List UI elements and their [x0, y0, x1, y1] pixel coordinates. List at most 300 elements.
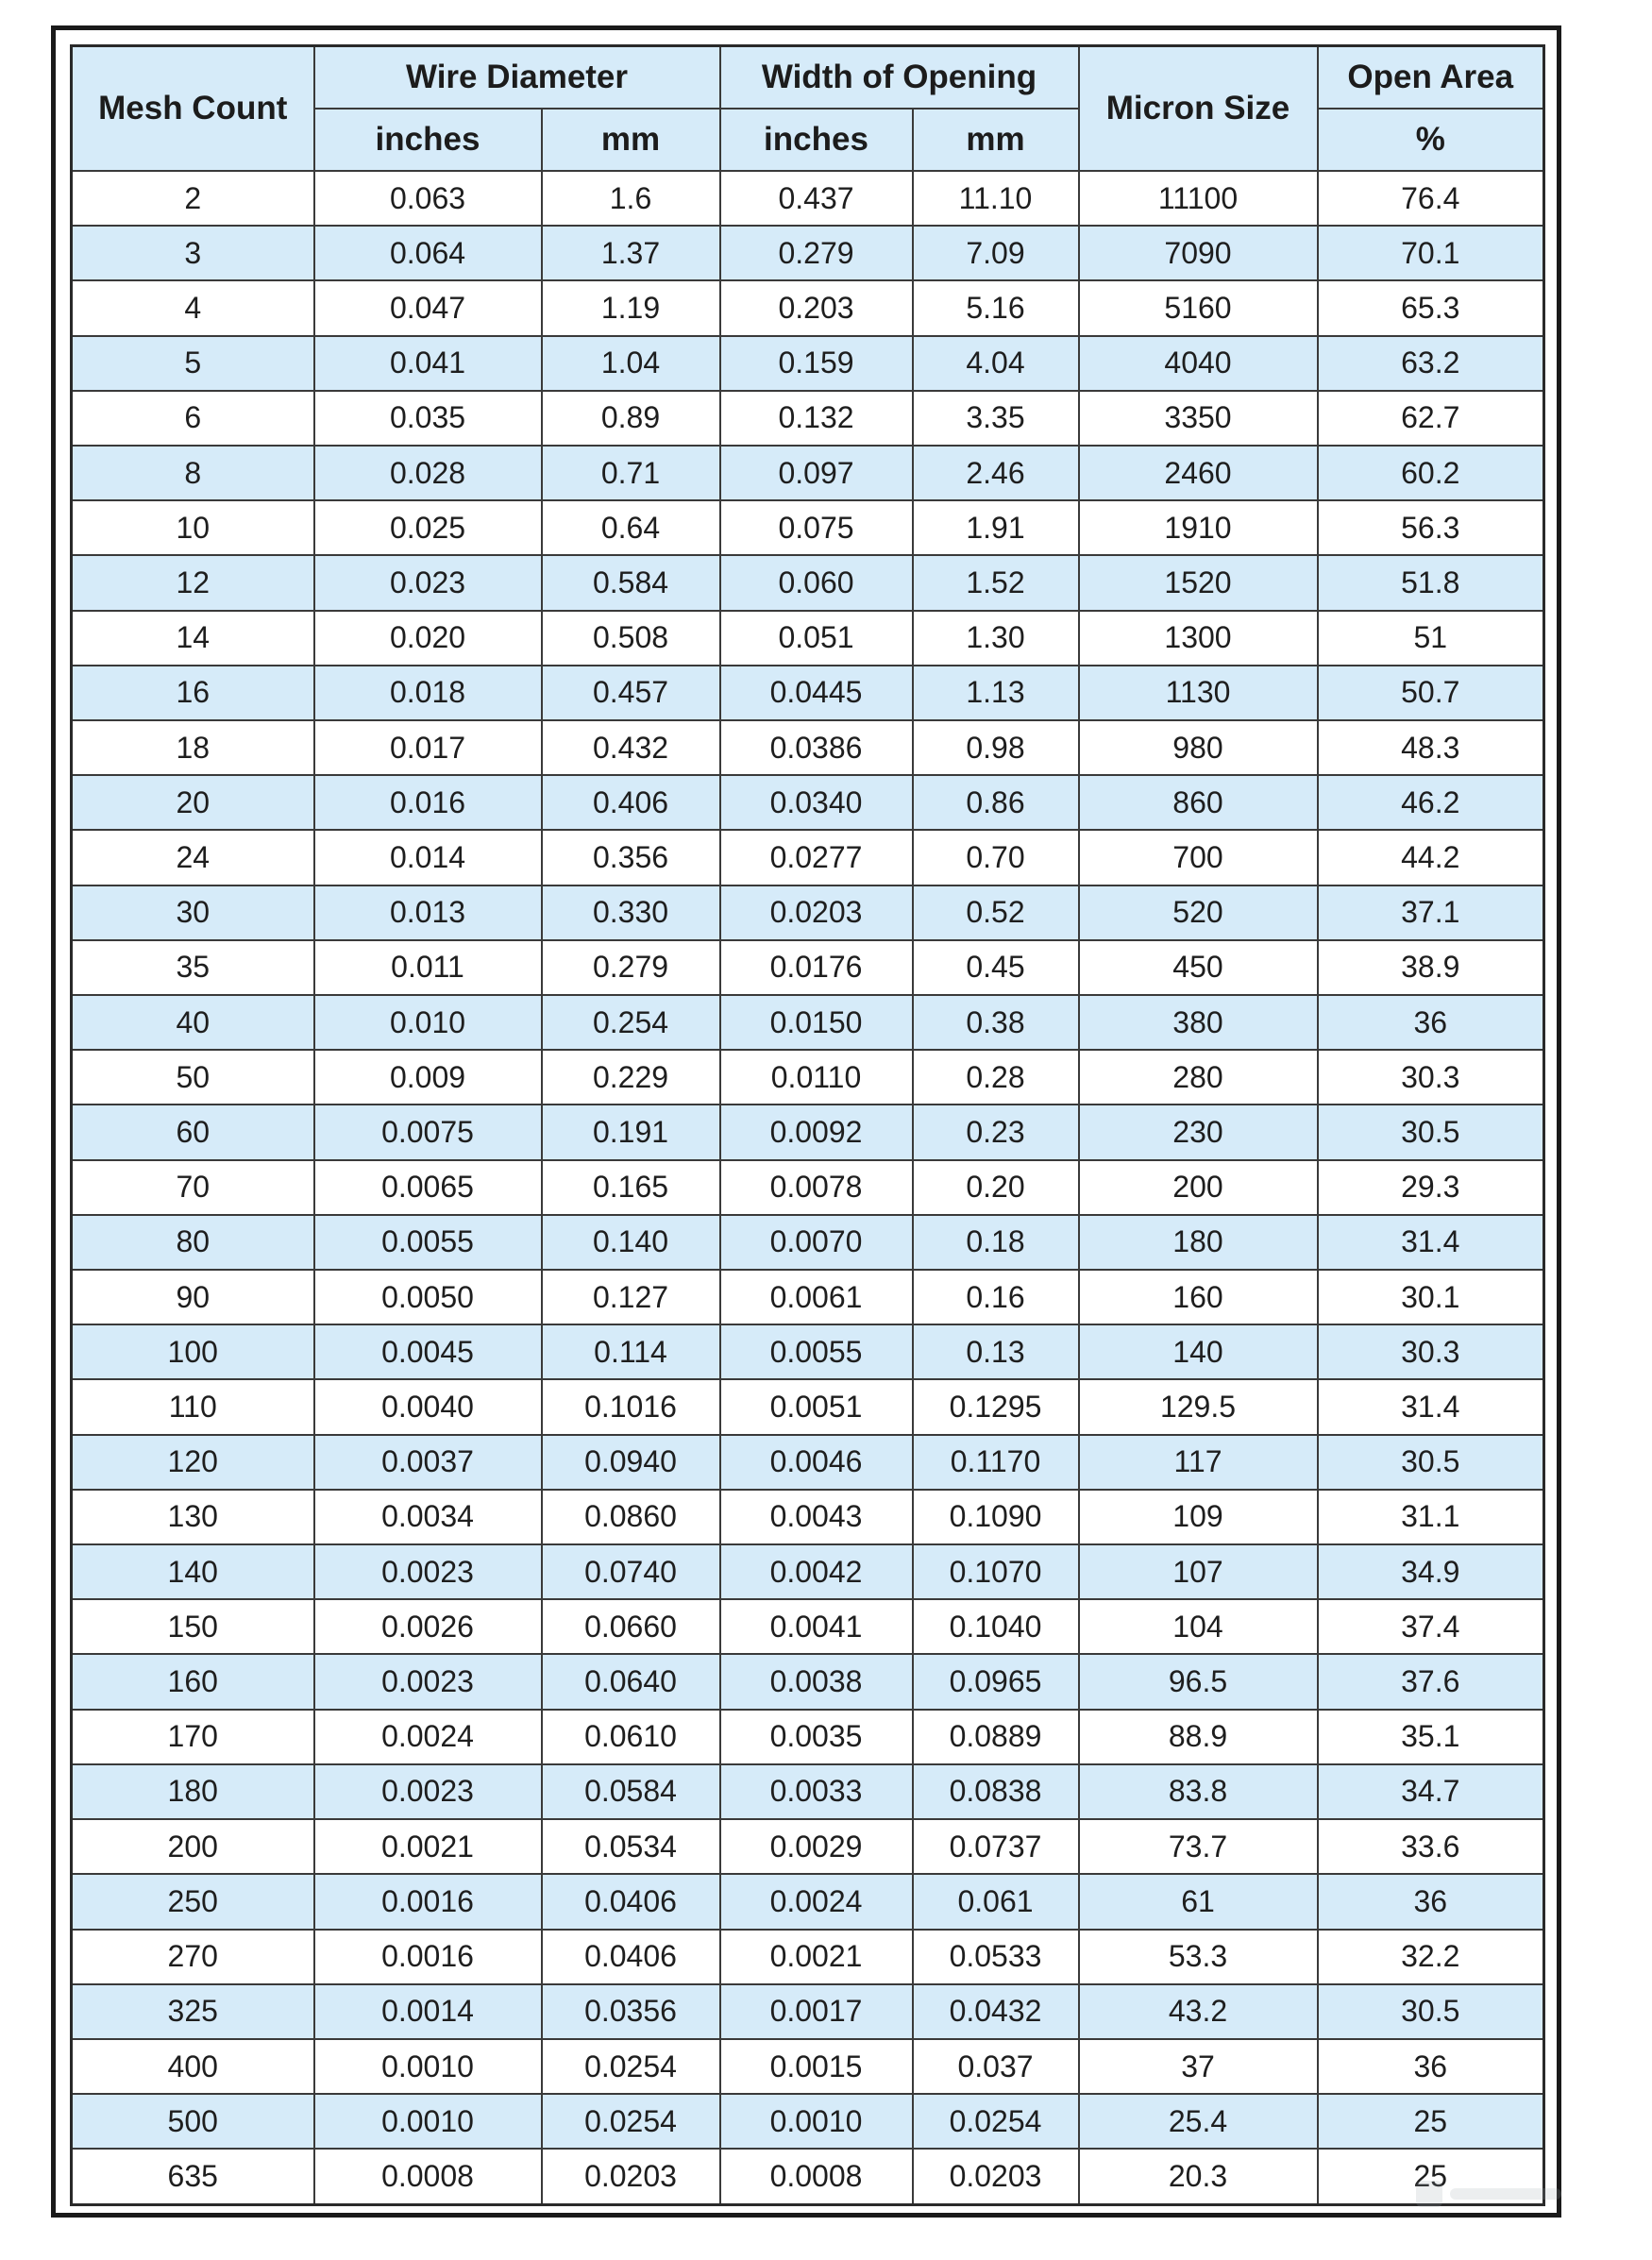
cell-wire-inches: 0.0023: [314, 1764, 542, 1819]
cell-mesh-count: 2: [72, 171, 314, 226]
cell-mesh-count: 10: [72, 500, 314, 555]
cell-mesh-count: 18: [72, 720, 314, 775]
table-row: [72, 280, 1544, 335]
table-row: [72, 2149, 1544, 2204]
cell-micron-size: 160: [1079, 1270, 1318, 1324]
cell-mesh-count: 200: [72, 1819, 314, 1874]
table-row: [72, 226, 1544, 280]
cell-wire-inches: 0.017: [314, 720, 542, 775]
cell-micron-size: 1520: [1079, 555, 1318, 610]
cell-wire-mm: 1.6: [542, 171, 720, 226]
cell-mesh-count: 140: [72, 1544, 314, 1599]
cell-micron-size: 104: [1079, 1599, 1318, 1654]
cell-opening-mm: 7.09: [913, 226, 1079, 280]
header-micron-size: Micron Size: [1079, 46, 1318, 172]
cell-wire-mm: 0.0740: [542, 1544, 720, 1599]
cell-opening-mm: 1.13: [913, 666, 1079, 720]
cell-mesh-count: 50: [72, 1050, 314, 1105]
cell-mesh-count: 12: [72, 555, 314, 610]
cell-open-area: 30.3: [1318, 1324, 1544, 1379]
cell-open-area: 51.8: [1318, 555, 1544, 610]
cell-open-area: 34.9: [1318, 1544, 1544, 1599]
cell-open-area: 37.4: [1318, 1599, 1544, 1654]
cell-opening-mm: 3.35: [913, 391, 1079, 446]
cell-open-area: 44.2: [1318, 830, 1544, 885]
cell-wire-inches: 0.0023: [314, 1654, 542, 1709]
cell-open-area: 48.3: [1318, 720, 1544, 775]
cell-open-area: 32.2: [1318, 1930, 1544, 1984]
cell-opening-inches: 0.0386: [720, 720, 913, 775]
cell-wire-mm: 0.71: [542, 446, 720, 500]
cell-opening-mm: 0.0889: [913, 1710, 1079, 1764]
cell-opening-inches: 0.0035: [720, 1710, 913, 1764]
cell-micron-size: 230: [1079, 1105, 1318, 1159]
cell-opening-inches: 0.0203: [720, 885, 913, 940]
cell-open-area: 25: [1318, 2149, 1544, 2204]
cell-micron-size: 980: [1079, 720, 1318, 775]
cell-micron-size: 280: [1079, 1050, 1318, 1105]
cell-mesh-count: 120: [72, 1435, 314, 1490]
cell-wire-mm: 0.229: [542, 1050, 720, 1105]
table-row: [72, 1050, 1544, 1105]
cell-opening-inches: 0.0070: [720, 1215, 913, 1270]
cell-wire-mm: 0.0860: [542, 1490, 720, 1544]
cell-opening-inches: 0.0078: [720, 1160, 913, 1215]
cell-micron-size: 25.4: [1079, 2094, 1318, 2149]
table-row: [72, 666, 1544, 720]
table-row: [72, 1270, 1544, 1324]
cell-open-area: 31.4: [1318, 1379, 1544, 1434]
cell-wire-mm: 0.191: [542, 1105, 720, 1159]
cell-mesh-count: 16: [72, 666, 314, 720]
cell-open-area: 30.5: [1318, 1984, 1544, 2039]
cell-wire-inches: 0.041: [314, 336, 542, 391]
cell-opening-mm: 0.45: [913, 940, 1079, 995]
cell-open-area: 30.5: [1318, 1435, 1544, 1490]
cell-wire-mm: 1.04: [542, 336, 720, 391]
cell-micron-size: 20.3: [1079, 2149, 1318, 2204]
cell-opening-mm: 0.16: [913, 1270, 1079, 1324]
table-row: [72, 1930, 1544, 1984]
cell-wire-mm: 0.0584: [542, 1764, 720, 1819]
cell-mesh-count: 70: [72, 1160, 314, 1215]
cell-opening-mm: 0.1040: [913, 1599, 1079, 1654]
cell-mesh-count: 170: [72, 1710, 314, 1764]
table-row: [72, 500, 1544, 555]
cell-opening-inches: 0.0042: [720, 1544, 913, 1599]
cell-opening-inches: 0.0033: [720, 1764, 913, 1819]
cell-opening-mm: 1.30: [913, 611, 1079, 666]
cell-mesh-count: 80: [72, 1215, 314, 1270]
cell-wire-mm: 0.0534: [542, 1819, 720, 1874]
cell-opening-inches: 0.0010: [720, 2094, 913, 2149]
cell-opening-inches: 0.0445: [720, 666, 913, 720]
cell-wire-inches: 0.014: [314, 830, 542, 885]
cell-wire-mm: 0.127: [542, 1270, 720, 1324]
cell-mesh-count: 14: [72, 611, 314, 666]
cell-wire-mm: 0.457: [542, 666, 720, 720]
cell-opening-inches: 0.0015: [720, 2039, 913, 2094]
cell-opening-mm: 5.16: [913, 280, 1079, 335]
cell-wire-mm: 0.0406: [542, 1930, 720, 1984]
cell-wire-inches: 0.023: [314, 555, 542, 610]
cell-micron-size: 2460: [1079, 446, 1318, 500]
cell-wire-mm: 0.0203: [542, 2149, 720, 2204]
cell-opening-mm: 1.52: [913, 555, 1079, 610]
cell-opening-inches: 0.0017: [720, 1984, 913, 2039]
header-mesh-count: Mesh Count: [72, 46, 314, 172]
cell-opening-inches: 0.0008: [720, 2149, 913, 2204]
cell-open-area: 25: [1318, 2094, 1544, 2149]
table-row: [72, 2094, 1544, 2149]
cell-wire-inches: 0.0026: [314, 1599, 542, 1654]
cell-opening-inches: 0.132: [720, 391, 913, 446]
cell-wire-mm: 0.0254: [542, 2039, 720, 2094]
cell-wire-mm: 0.584: [542, 555, 720, 610]
cell-open-area: 63.2: [1318, 336, 1544, 391]
cell-wire-inches: 0.0010: [314, 2039, 542, 2094]
cell-wire-inches: 0.0023: [314, 1544, 542, 1599]
cell-wire-inches: 0.0014: [314, 1984, 542, 2039]
cell-open-area: 37.6: [1318, 1654, 1544, 1709]
cell-micron-size: 700: [1079, 830, 1318, 885]
cell-opening-mm: 0.28: [913, 1050, 1079, 1105]
cell-wire-mm: 0.0640: [542, 1654, 720, 1709]
cell-mesh-count: 110: [72, 1379, 314, 1434]
cell-micron-size: 5160: [1079, 280, 1318, 335]
cell-wire-inches: 0.009: [314, 1050, 542, 1105]
cell-wire-inches: 0.028: [314, 446, 542, 500]
cell-opening-inches: 0.279: [720, 226, 913, 280]
cell-opening-inches: 0.060: [720, 555, 913, 610]
table-row: [72, 1324, 1544, 1379]
cell-mesh-count: 400: [72, 2039, 314, 2094]
table-row: [72, 1490, 1544, 1544]
header-wire-mm: mm: [542, 109, 720, 171]
cell-opening-inches: 0.0277: [720, 830, 913, 885]
cell-wire-inches: 0.013: [314, 885, 542, 940]
cell-wire-inches: 0.0037: [314, 1435, 542, 1490]
cell-micron-size: 1130: [1079, 666, 1318, 720]
cell-opening-inches: 0.0038: [720, 1654, 913, 1709]
cell-wire-mm: 0.89: [542, 391, 720, 446]
cell-wire-mm: 1.37: [542, 226, 720, 280]
cell-opening-inches: 0.0055: [720, 1324, 913, 1379]
cell-wire-mm: 0.0406: [542, 1874, 720, 1929]
cell-opening-mm: 0.0254: [913, 2094, 1079, 2149]
table-row: [72, 1599, 1544, 1654]
cell-micron-size: 380: [1079, 995, 1318, 1050]
cell-opening-mm: 0.0533: [913, 1930, 1079, 1984]
cell-opening-inches: 0.0340: [720, 775, 913, 830]
cell-opening-inches: 0.051: [720, 611, 913, 666]
cell-opening-mm: 0.20: [913, 1160, 1079, 1215]
cell-opening-mm: 2.46: [913, 446, 1079, 500]
cell-micron-size: 860: [1079, 775, 1318, 830]
cell-wire-mm: 1.19: [542, 280, 720, 335]
cell-micron-size: 7090: [1079, 226, 1318, 280]
cell-opening-mm: 0.037: [913, 2039, 1079, 2094]
table-row: [72, 2039, 1544, 2094]
header-row-top: [72, 46, 1544, 110]
header-width-of-opening: Width of Opening: [720, 46, 1079, 110]
cell-micron-size: 140: [1079, 1324, 1318, 1379]
cell-wire-inches: 0.0021: [314, 1819, 542, 1874]
cell-wire-inches: 0.047: [314, 280, 542, 335]
cell-wire-mm: 0.356: [542, 830, 720, 885]
cell-wire-inches: 0.016: [314, 775, 542, 830]
cell-micron-size: 129.5: [1079, 1379, 1318, 1434]
cell-opening-mm: 0.52: [913, 885, 1079, 940]
cell-mesh-count: 5: [72, 336, 314, 391]
cell-wire-mm: 0.140: [542, 1215, 720, 1270]
table-row: [72, 1654, 1544, 1709]
cell-opening-mm: 4.04: [913, 336, 1079, 391]
cell-mesh-count: 100: [72, 1324, 314, 1379]
cell-micron-size: 117: [1079, 1435, 1318, 1490]
watermark-logo: [1414, 2175, 1565, 2213]
cell-opening-mm: 0.18: [913, 1215, 1079, 1270]
cell-wire-mm: 0.508: [542, 611, 720, 666]
header-wire-inches: inches: [314, 109, 542, 171]
cell-open-area: 36: [1318, 995, 1544, 1050]
cell-micron-size: 73.7: [1079, 1819, 1318, 1874]
cell-micron-size: 53.3: [1079, 1930, 1318, 1984]
cell-open-area: 38.9: [1318, 940, 1544, 995]
cell-open-area: 31.1: [1318, 1490, 1544, 1544]
cell-opening-inches: 0.437: [720, 171, 913, 226]
cell-open-area: 56.3: [1318, 500, 1544, 555]
cell-opening-mm: 0.1295: [913, 1379, 1079, 1434]
table-row: [72, 1215, 1544, 1270]
cell-wire-inches: 0.0045: [314, 1324, 542, 1379]
table-row: [72, 720, 1544, 775]
cell-mesh-count: 325: [72, 1984, 314, 2039]
cell-wire-mm: 0.0356: [542, 1984, 720, 2039]
cell-open-area: 37.1: [1318, 885, 1544, 940]
cell-micron-size: 200: [1079, 1160, 1318, 1215]
cell-mesh-count: 270: [72, 1930, 314, 1984]
cell-opening-mm: 0.98: [913, 720, 1079, 775]
cell-mesh-count: 30: [72, 885, 314, 940]
cell-wire-inches: 0.018: [314, 666, 542, 720]
cell-opening-inches: 0.0041: [720, 1599, 913, 1654]
cell-wire-mm: 0.64: [542, 500, 720, 555]
cell-micron-size: 43.2: [1079, 1984, 1318, 2039]
cell-mesh-count: 60: [72, 1105, 314, 1159]
cell-open-area: 31.4: [1318, 1215, 1544, 1270]
table-row: [72, 1764, 1544, 1819]
cell-opening-mm: 0.0965: [913, 1654, 1079, 1709]
cell-micron-size: 1300: [1079, 611, 1318, 666]
cell-micron-size: 11100: [1079, 171, 1318, 226]
cell-opening-inches: 0.0029: [720, 1819, 913, 1874]
header-open-area-percent: %: [1318, 109, 1544, 171]
cell-mesh-count: 3: [72, 226, 314, 280]
cell-open-area: 65.3: [1318, 280, 1544, 335]
cell-micron-size: 37: [1079, 2039, 1318, 2094]
cell-wire-mm: 0.279: [542, 940, 720, 995]
table-body: [72, 171, 1544, 2205]
cell-wire-inches: 0.0016: [314, 1930, 542, 1984]
table-row: [72, 391, 1544, 446]
cell-opening-mm: 11.10: [913, 171, 1079, 226]
cell-opening-mm: 0.0838: [913, 1764, 1079, 1819]
cell-opening-inches: 0.0024: [720, 1874, 913, 1929]
cell-micron-size: 520: [1079, 885, 1318, 940]
cell-mesh-count: 635: [72, 2149, 314, 2204]
cell-open-area: 30.3: [1318, 1050, 1544, 1105]
cell-mesh-count: 90: [72, 1270, 314, 1324]
cell-mesh-count: 500: [72, 2094, 314, 2149]
cell-opening-mm: 0.38: [913, 995, 1079, 1050]
table-row: [72, 830, 1544, 885]
cell-mesh-count: 20: [72, 775, 314, 830]
cell-micron-size: 3350: [1079, 391, 1318, 446]
cell-wire-inches: 0.0055: [314, 1215, 542, 1270]
header-wire-diameter: Wire Diameter: [314, 46, 720, 110]
cell-open-area: 51: [1318, 611, 1544, 666]
cell-open-area: 36: [1318, 2039, 1544, 2094]
cell-opening-mm: 0.1090: [913, 1490, 1079, 1544]
table-row: [72, 995, 1544, 1050]
header-open-area: Open Area: [1318, 46, 1544, 110]
cell-opening-inches: 0.0176: [720, 940, 913, 995]
cell-open-area: 29.3: [1318, 1160, 1544, 1215]
cell-opening-mm: 0.1170: [913, 1435, 1079, 1490]
cell-micron-size: 1910: [1079, 500, 1318, 555]
mesh-size-table: [70, 44, 1545, 2206]
cell-wire-inches: 0.0034: [314, 1490, 542, 1544]
cell-opening-inches: 0.0061: [720, 1270, 913, 1324]
table-row: [72, 611, 1544, 666]
cell-opening-mm: 0.0737: [913, 1819, 1079, 1874]
cell-opening-inches: 0.075: [720, 500, 913, 555]
cell-opening-inches: 0.097: [720, 446, 913, 500]
cell-wire-mm: 0.0660: [542, 1599, 720, 1654]
cell-opening-mm: 0.70: [913, 830, 1079, 885]
cell-opening-inches: 0.0043: [720, 1490, 913, 1544]
cell-opening-inches: 0.0051: [720, 1379, 913, 1434]
cell-open-area: 33.6: [1318, 1819, 1544, 1874]
cell-opening-mm: 0.1070: [913, 1544, 1079, 1599]
cell-mesh-count: 4: [72, 280, 314, 335]
cell-micron-size: 109: [1079, 1490, 1318, 1544]
table-row: [72, 1544, 1544, 1599]
table-row: [72, 1435, 1544, 1490]
cell-wire-inches: 0.011: [314, 940, 542, 995]
cell-opening-inches: 0.0092: [720, 1105, 913, 1159]
cell-wire-inches: 0.035: [314, 391, 542, 446]
cell-mesh-count: 160: [72, 1654, 314, 1709]
cell-opening-inches: 0.203: [720, 280, 913, 335]
cell-open-area: 60.2: [1318, 446, 1544, 500]
cell-mesh-count: 8: [72, 446, 314, 500]
cell-wire-mm: 0.165: [542, 1160, 720, 1215]
cell-opening-inches: 0.0021: [720, 1930, 913, 1984]
cell-wire-mm: 0.432: [542, 720, 720, 775]
cell-wire-mm: 0.0940: [542, 1435, 720, 1490]
cell-open-area: 30.5: [1318, 1105, 1544, 1159]
cell-micron-size: 83.8: [1079, 1764, 1318, 1819]
cell-opening-inches: 0.0046: [720, 1435, 913, 1490]
cell-wire-inches: 0.010: [314, 995, 542, 1050]
cell-mesh-count: 40: [72, 995, 314, 1050]
cell-wire-inches: 0.0008: [314, 2149, 542, 2204]
cell-opening-mm: 0.0432: [913, 1984, 1079, 2039]
cell-opening-mm: 0.0203: [913, 2149, 1079, 2204]
cell-opening-inches: 0.159: [720, 336, 913, 391]
cell-wire-mm: 0.114: [542, 1324, 720, 1379]
cell-open-area: 76.4: [1318, 171, 1544, 226]
table-row: [72, 1379, 1544, 1434]
cell-mesh-count: 130: [72, 1490, 314, 1544]
cell-mesh-count: 180: [72, 1764, 314, 1819]
table-row: [72, 885, 1544, 940]
cell-wire-mm: 0.330: [542, 885, 720, 940]
cell-mesh-count: 150: [72, 1599, 314, 1654]
cell-micron-size: 450: [1079, 940, 1318, 995]
cell-wire-mm: 0.0254: [542, 2094, 720, 2149]
cell-wire-inches: 0.064: [314, 226, 542, 280]
cell-opening-mm: 0.23: [913, 1105, 1079, 1159]
table-row: [72, 336, 1544, 391]
table-row: [72, 1710, 1544, 1764]
cell-micron-size: 4040: [1079, 336, 1318, 391]
cell-open-area: 36: [1318, 1874, 1544, 1929]
cell-opening-inches: 0.0150: [720, 995, 913, 1050]
cell-wire-mm: 0.1016: [542, 1379, 720, 1434]
cell-wire-inches: 0.020: [314, 611, 542, 666]
table-row: [72, 555, 1544, 610]
cell-micron-size: 96.5: [1079, 1654, 1318, 1709]
cell-wire-mm: 0.406: [542, 775, 720, 830]
cell-mesh-count: 24: [72, 830, 314, 885]
cell-wire-inches: 0.0040: [314, 1379, 542, 1434]
cell-mesh-count: 35: [72, 940, 314, 995]
cell-wire-inches: 0.0024: [314, 1710, 542, 1764]
cell-wire-inches: 0.0010: [314, 2094, 542, 2149]
cell-wire-mm: 0.254: [542, 995, 720, 1050]
cell-wire-inches: 0.0065: [314, 1160, 542, 1215]
table-row: [72, 940, 1544, 995]
cell-wire-mm: 0.0610: [542, 1710, 720, 1764]
cell-wire-inches: 0.025: [314, 500, 542, 555]
cell-micron-size: 88.9: [1079, 1710, 1318, 1764]
cell-wire-inches: 0.0050: [314, 1270, 542, 1324]
cell-open-area: 70.1: [1318, 226, 1544, 280]
cell-open-area: 30.1: [1318, 1270, 1544, 1324]
cell-micron-size: 180: [1079, 1215, 1318, 1270]
cell-mesh-count: 250: [72, 1874, 314, 1929]
table-row: [72, 1984, 1544, 2039]
cell-opening-mm: 0.061: [913, 1874, 1079, 1929]
table-row: [72, 1819, 1544, 1874]
cell-opening-mm: 0.13: [913, 1324, 1079, 1379]
cell-open-area: 34.7: [1318, 1764, 1544, 1819]
cell-micron-size: 107: [1079, 1544, 1318, 1599]
table-row: [72, 1105, 1544, 1159]
cell-open-area: 35.1: [1318, 1710, 1544, 1764]
table-frame: [51, 25, 1561, 2218]
cell-wire-inches: 0.0016: [314, 1874, 542, 1929]
table-row: [72, 446, 1544, 500]
header-opening-inches: inches: [720, 109, 913, 171]
cell-opening-mm: 1.91: [913, 500, 1079, 555]
table-row: [72, 1874, 1544, 1929]
cell-mesh-count: 6: [72, 391, 314, 446]
cell-wire-inches: 0.0075: [314, 1105, 542, 1159]
